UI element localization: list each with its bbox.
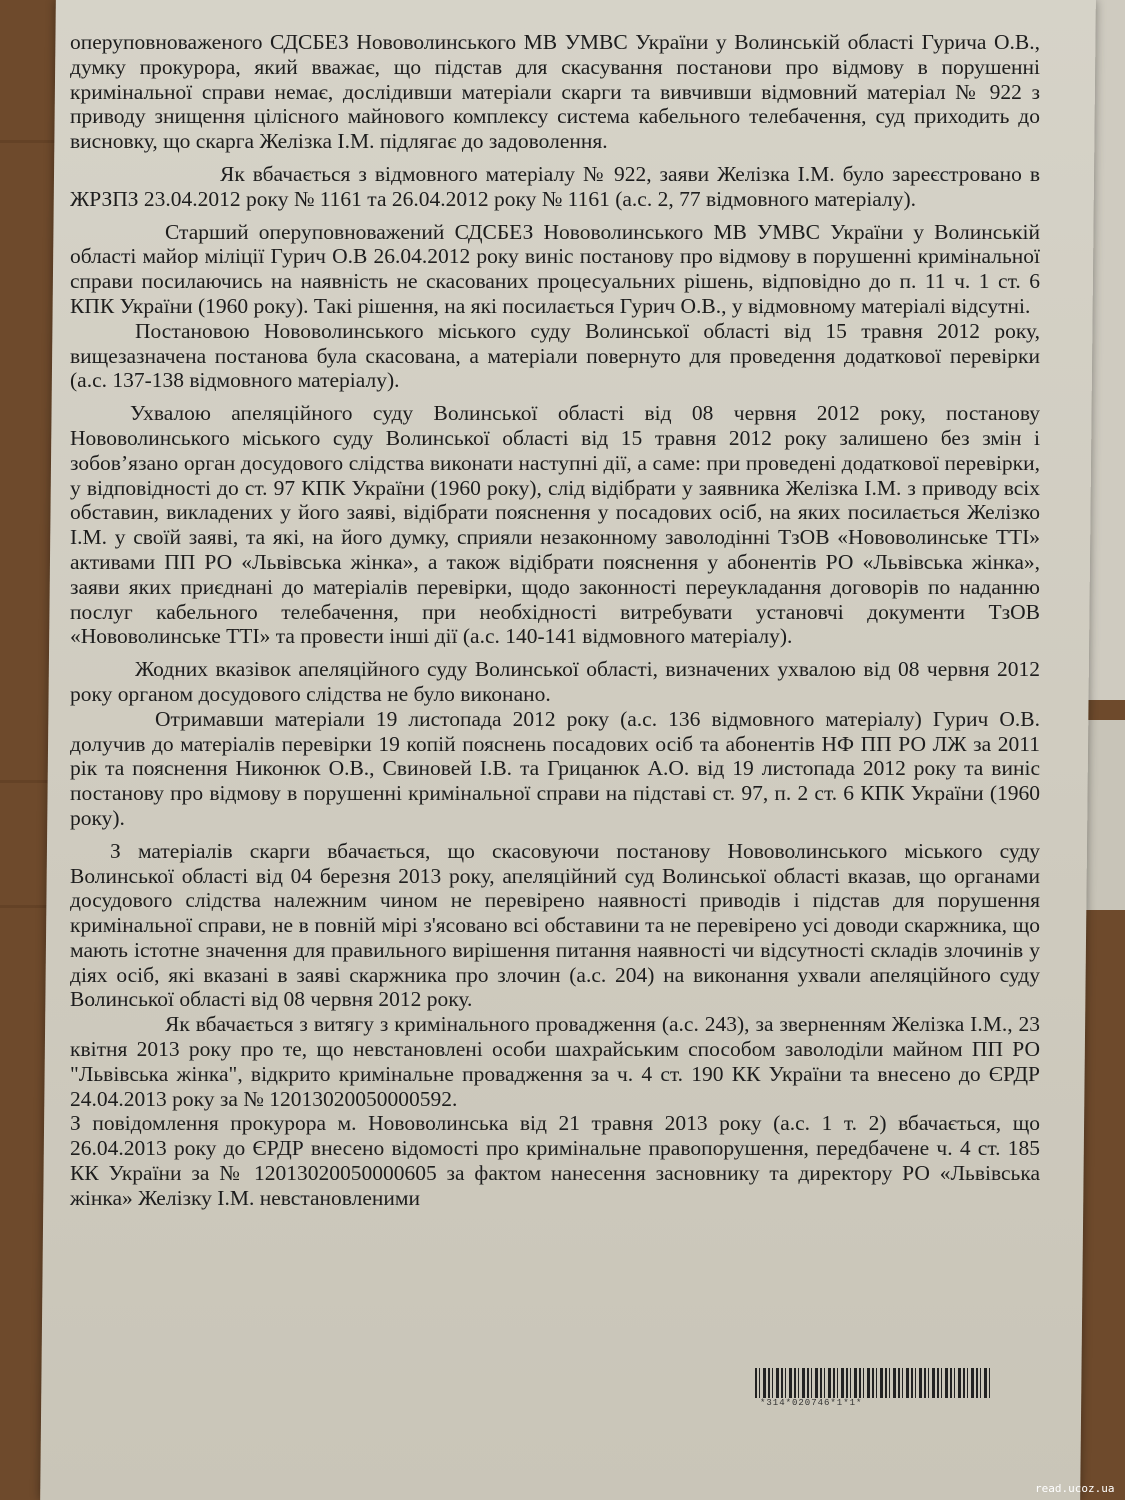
barcode (755, 1368, 990, 1398)
watermark: read.ucoz.ua (1035, 1482, 1115, 1495)
paragraph: Як вбачається з відмовного матеріалу № 922, заяви Желізка І.М. було зареєстровано в ЖРЗПЗ 23.04.2012 року № 1161 та 26.04.2012 року № 1161 (а.с. 2, 77 відмовного матеріалу). (70, 161, 1040, 211)
paragraph: З повідомлення прокурора м. Нововолинська від 21 травня 2013 року (а.с. 1 т. 2) вбачається, що 26.04.2013 року до ЄРДР внесено відомості про кримінальне правопорушення, передбачене ч. 4 ст. 185 КК України за № 12013020050000605 за фактом нанесення засновнику та директору РО «Львівська жінка» Желізку І.М. невстановленими (70, 1111, 1040, 1210)
barcode-number: *314*020746*1*1* (760, 1398, 863, 1408)
paragraph: оперуповноваженого СДСБЕЗ Нововолинського МВ УМВС України у Волинській області Гурича О.В., думку прокурора, який вважає, що підстав для скасування постанови про відмову в порушенні кримінальної справи немає, дослідивши матеріали скарги та вивчивши відмовний матеріал № 922 з приводу знищення цілісного майнового комплексу система кабельного телебачення, суд приходить до висновку, що скарга Желізка І.М. підлягає до задоволення. (70, 30, 1040, 154)
paragraph: Жодних вказівок апеляційного суду Волинської області, визначених ухвалою від 08 червня 2012 року органом досудового слідства не було виконано. (70, 657, 1040, 706)
paragraph: Ухвалою апеляційного суду Волинської області від 08 червня 2012 року, постанову Нововолинського міського суду Волинської області від 15 травня 2012 року залишено без змін і зобов’язано орган досудового слідства виконати наступні дії, а саме: при проведені додаткової перевірки, у відповідності до ст. 97 КПК України (1960 року), слід відібрати у заявника Желізка І.М. з приводу всіх обставин, викладених у його заяві, відібрати пояснення у посадових осіб, на яких посилається Желізко І.М. у своїй заяві, та які, на його думку, сприяли незаконному заволодінні ТзОВ «Нововолинське ТТІ» активами ПП РО «Львівська жінка», а також відібрати пояснення у абонентів РО «Львівська жінка», заяви яких приєднані до матеріалів перевірки, щодо законності переукладання договорів по наданню послуг кабельного телебачення, при необхідності витребувати установчі документи ТзОВ «Нововолинське ТТІ» та провести інші дії (а.с. 140-141 відмовного матеріалу). (70, 401, 1040, 649)
paragraph: Старший оперуповноважений СДСБЕЗ Нововолинського МВ УМВС України у Волинській області майор міліції Гурич О.В 26.04.2012 року виніс постанову про відмову в порушенні кримінальної справи посилаючись на наявність не скасованих процесуальних рішень, відповідно до п. 11 ч. 1 ст. 6 КПК України (1960 року). Такі рішення, на які посилається Гурич О.В., у відмовному матеріалі відсутні. (70, 219, 1040, 318)
paragraph: Постановою Нововолинського міського суду Волинської області від 15 травня 2012 року, вищезазначена постанова була скасована, а матеріали повернуто для проведення додаткової перевірки (а.с. 137-138 відмовного матеріалу). (70, 318, 1040, 393)
paragraph: З матеріалів скарги вбачається, що скасовуючи постанову Нововолинського міського суду Волинської області від 04 березня 2013 року, апеляційний суд Волинської області вказав, що органами досудового слідства належним чином не перевірено наявності приводів і підстав для порушення кримінальної справи, не в повній мірі з'ясовано всі обставини та не перевірено усі доводи скаржника, що мають істотне значення для правильного вирішення питання наявності чи відсутності складів злочинів у діях осіб, які вказані в заяві скаржника про злочин (а.с. 204) на виконання ухвали апеляційного суду Волинської області від 08 червня 2012 року. (70, 838, 1040, 1012)
paragraph: Отримавши матеріали 19 листопада 2012 року (а.с. 136 відмовного матеріалу) Гурич О.В. долучив до матеріалів перевірки 19 копій пояснень посадових осіб та абонентів НФ ПП РО ЛЖ за 2011 рік та пояснення Никонюк О.В., Свиновей І.В. та Грицанюк А.О. від 19 листопада 2012 року та виніс постанову про відмову в порушенні кримінальної справи на підставі ст. 97, п. 2 ст. 6 КПК України (1960 року). (70, 706, 1040, 830)
paragraph: Як вбачається з витягу з кримінального провадження (а.с. 243), за зверненням Желізка І.М., 23 квітня 2013 року про те, що невстановлені особи шахрайським способом заволоділи майном ПП РО "Львівська жінка", відкрито кримінальне провадження за ч. 4 ст. 190 КК України та внесено до ЄРДР 24.04.2013 року за № 12013020050000592. (70, 1012, 1040, 1111)
document-body (70, 30, 1040, 1211)
